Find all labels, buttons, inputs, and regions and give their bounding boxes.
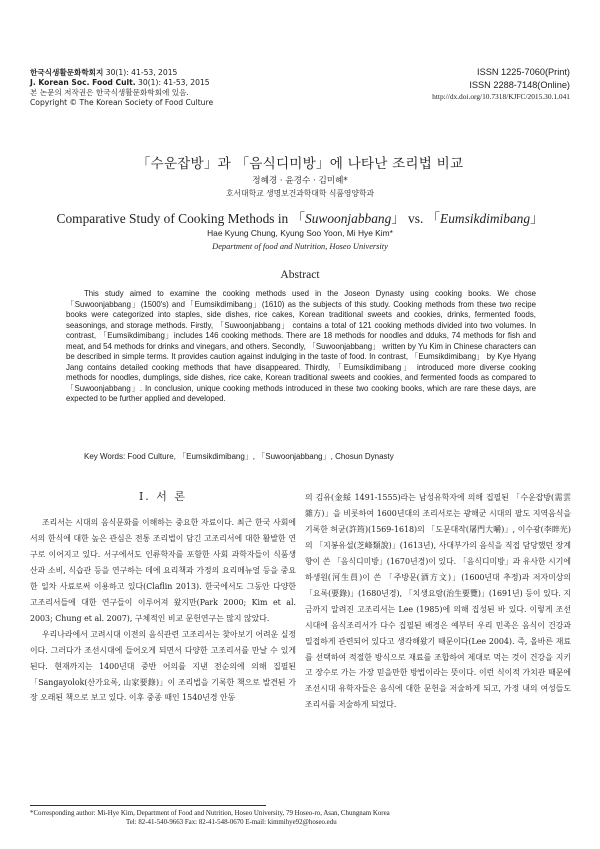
footnote-rule	[30, 805, 266, 806]
journal-en-line: J. Korean Soc. Food Cult. 30(1): 41-53, 2015	[30, 78, 210, 87]
journal-ko-line: 한국식생활문화학회지 30(1): 41-53, 2015	[30, 68, 178, 77]
affiliation-korean: 호서대학교 생명보건과학대학 식품영양학과	[225, 189, 375, 198]
body-column-right	[305, 490, 571, 713]
paragraph: 조리서는 시대의 음식문화를 이해하는 중요한 자료이다. 최근 한국 사회에서의 한식에 대한 높은 관심은 전통 조리법이 담긴 고조리서에 대한 활발한 연구로 이어지고 있다. 서구에서도 인류학자를 포함한 사회 과학자들이 식품생산과 소비, 식습관 등을 연구하는 데에 요리책과 가정의 요리메뉴얼 등을 중요한 일차 사료로써 이용하고 있다(Claflin 2013). 한국에서도 그동안 다양한 고조리서들에 대한 연구들이 이루어져 왔지만(Park 2000; Kim et al. 2003; Chung et al. 2007), 구체적인 비교 문헌연구는 많지 않았다.	[30, 518, 296, 623]
title-korean: 「수운잡방」과 「음식디미방」에 나타난 조리법 비교	[136, 156, 464, 172]
copyright-ko: 본 논문의 저작권은 한국식생활문화학회에 있음.	[30, 88, 189, 97]
authors-korean: 정혜경 · 윤경수 · 김미혜*	[252, 176, 348, 186]
section-heading-intro: I. 서 론	[138, 490, 188, 503]
keywords-list: Food Culture, 「Eumsikdimibang」, 「Suwoonjabbang」, Chosun Dynasty	[125, 452, 394, 461]
footnote-line-2: Tel: 82-41-540-9663 Fax: 82-41-548-0670 E-mail: kimmihye92@hoseo.edu	[126, 819, 337, 826]
issn-block	[432, 66, 570, 104]
paragraph: 우리나라에서 고려시대 이전의 음식관련 고조리서는 찾아보기 어려운 실정이다. 그러다가 조선시대에 들어오게 되면서 다양한 고조리서를 만날 수 있게 된다. 현재까지는 1400년대 중반 어의를 지낸 전순의에 의해 집필된 「Sangayolok(산가요록, 山家要錄)」이 조리법을 기록한 책으로 발견된 가장 오래된 책으로 보고 있다. 이후 중종 때인 1540년경 안동	[30, 629, 296, 703]
paragraph: 의 김유(金綏 1491-1555)라는 남성유학자에 의해 집필된 「수운잡방(需雲雜方)」을 비롯하여 1600년대의 조리서로는 광해군 시대의 팔도 지역음식을 기록한 허균(許筠)(1569-1618)의 「도문대작(屠門大嚼)」, 이수광(李睟光)의 「지봉유설(芝峰類說)」(1613년), 사대부가의 음식을 직접 담당했던 장계향이 쓴 「음식디미방」(1670년경)이 있다. 「음식디미방」과 유사한 시기에 하생원(河生員)이 쓴 「주방문(酒方文)」(1600년대 추정)과 저자미상의 「요록(要錄)」(1680년경), 「치생요람(治生要覽)」(1691년) 등이 있다. 지금까지 알려진 고조리서는 Lee (1985)에 의해 집성된 바 있다. 이렇게 조선 시대에 음식조리서가 다수 집필된 배경은 예부터 우리 민족은 음식이 건강과 밀접하게 관련되어 있다고 생각해왔기 때문이다(Lee 2004). 즉, 올바른 재료를 선택하여 적절한 방식으로 재료를 조합하여 제대로 먹는 것이 건강을 지키고 장수로 가는 가장 믿을만한 방법이라는 뜻이다. 이런 식이적 가치관 때문에 조선시대 유학자들은 음식에 대한 문헌을 저술하게 되고, 가정 내의 여성들도 조리서를 저술하게 되었다.	[305, 493, 571, 710]
copyright-en: Copyright © The Korean Society of Food Culture	[30, 98, 214, 107]
issn-print: ISSN 1225-7060(Print)	[477, 67, 570, 77]
body-column-left	[30, 515, 296, 706]
abstract-body: This study aimed to examine the cooking methods used in the Joseon Dynasty using cooking books. We chose 「Suwoonjabbang」(1500's) and「Eumsikdimibang」(1610) as the subjects of this study. Cooking methods from these two recipe books were categorized into staples, side dishes, rice cakes, Korean traditional sweets and cookies, drinks, fermented foods, seasonings, and storage methods. Firstly, 「Suwoonjabbang」 contains a total of 121 cooking methods divided into two volumes. In contrast, 「Eumsikdimibang」includes 146 cooking methods. There are 18 methods for noodles and dduks, 74 methods for fish and meat, and 54 methods for drinks and vinegars, and others. Secondly, 「Suwoonjabbang」 written by Yu Kim in Chinese characters can be described in simple terms. It provides caution against indulging in the taste of food. In contrast, 「Eumsikdimibang」 by Kye Hyang Jang contains detailed cooking methods that have disappeared. Thirdly, 「Eumsikdimibang」 introduced more diverse cooking methods for noodles, dumplings, side dishes, rice cake, Korean traditional sweets and cookies, and fermented foods as compared to 「Suwoonjabbang」. In conclusion, unique cooking methods introduced in these two cooking books, which are rare these days, are expected to be further applied and developed.	[66, 289, 536, 404]
authors-english: Hae Kyung Chung, Kyung Soo Yoon, Mi Hye Kim*	[207, 228, 393, 238]
keywords	[84, 451, 544, 462]
keywords-label: Key Words:	[84, 452, 126, 461]
doi-link[interactable]: http://dx.doi.org/10.7318/KJFC/2015.30.1.041	[432, 92, 570, 101]
title-english: Comparative Study of Cooking Methods in 「Suwoonjabbang」 vs. 「Eumsikdimibang」	[56, 211, 544, 226]
issn-online: ISSN 2288-7148(Online)	[469, 79, 570, 90]
footnote-line-1: *Corresponding author: Mi-Hye Kim, Department of Food and Nutrition, Hoseo University, 79 Hoseo-ro, Asan, Chungnam Korea	[30, 810, 390, 817]
abstract-heading: Abstract	[280, 268, 320, 281]
corresponding-author-footnote	[30, 809, 570, 827]
journal-header	[30, 68, 213, 108]
affiliation-english: Department of food and Nutrition, Hoseo University	[212, 242, 388, 251]
